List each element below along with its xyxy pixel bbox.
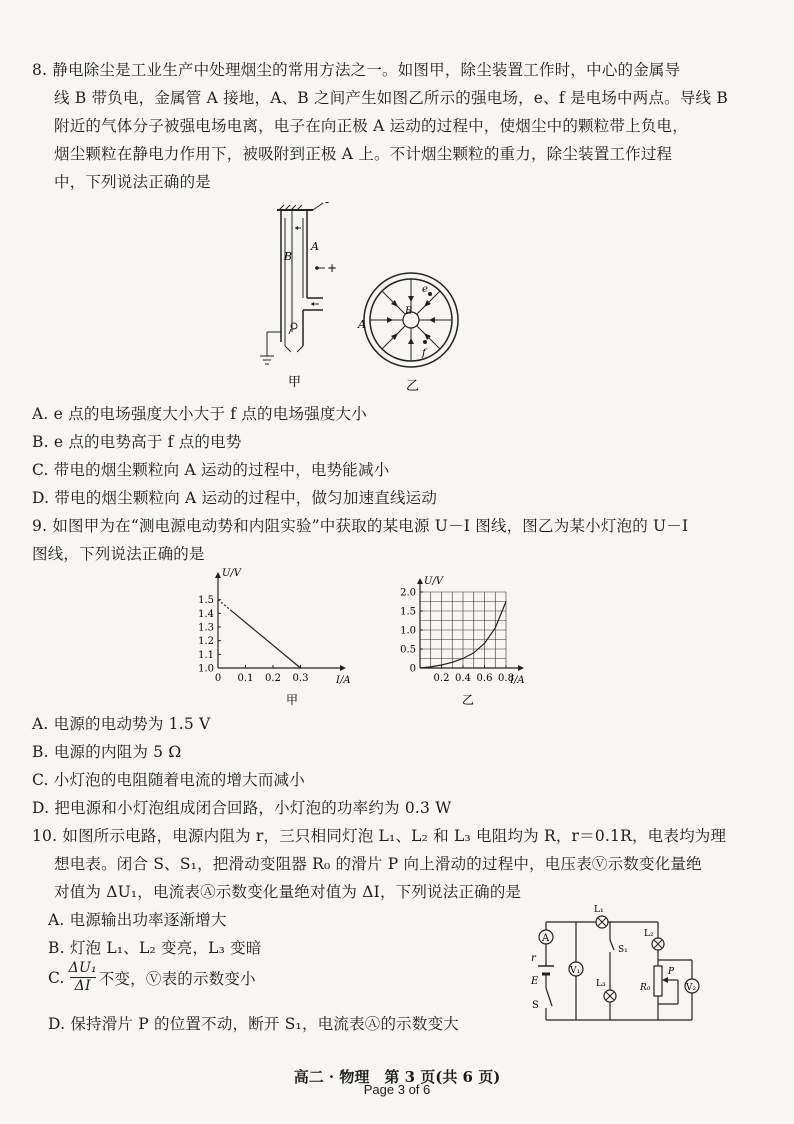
- q8-line-1: 8. 静电除尘是工业生产中处理烟尘的常用方法之一。如图甲，除尘装置工作时，中心的金属导: [32, 61, 681, 79]
- q9-option-c: C. 小灯泡的电阻随着电流的增大而减小: [32, 771, 305, 789]
- chart-yi-x-arrow: [518, 665, 524, 671]
- circuit-r-label: r: [531, 953, 536, 964]
- fig-yi-caption: 乙: [406, 379, 420, 394]
- q9-line-1: 9. 如图甲为在“测电源电动势和内阻实验”中获取的某电源 U－I 图线，图乙为某小灯泡的 U－I: [32, 517, 689, 535]
- q8-line-4: 烟尘颗粒在静电力作用下，被吸附到正极 A 上。不计烟尘颗粒的重力，除尘装置工作过程: [54, 145, 673, 163]
- chart-yi-x-tick-label: 0.2: [433, 673, 450, 684]
- fig-jia-label-b: B: [284, 250, 293, 263]
- chart-jia-x-tick-label: 0.1: [237, 673, 254, 684]
- chart-yi-y-tick-label: 0.5: [400, 644, 416, 656]
- chart-jia-y-tick-label: 1.2: [198, 636, 214, 648]
- fig-yi-label-f: f: [422, 348, 426, 359]
- q10-line-1: 10. 如图所示电路，电源内阻为 r，三只相同灯泡 L₁、L₂ 和 L₃ 电阻均为 R，r＝0.1R，电表均为理: [32, 827, 727, 845]
- chart-jia-y-arrow: [215, 572, 221, 578]
- q10-option-a: A. 电源输出功率逐渐增大: [48, 911, 227, 929]
- page-footer-text: 高二 · 物理 第 3 页(共 6 页): [293, 1068, 501, 1086]
- circuit-l3-label: L₃: [596, 979, 606, 989]
- fig-yi-label-b: B: [405, 306, 413, 317]
- figure-jia: [255, 196, 345, 394]
- chart-yi-y-arrow: [417, 578, 423, 584]
- chart-jia-y-tick-label: 1.1: [198, 649, 214, 661]
- chart-jia-y-tick-label: 1.5: [198, 595, 214, 607]
- chart-yi-xlabel: I/A: [510, 675, 525, 686]
- q8-option-b: B. e 点的电势高于 f 点的电势: [32, 433, 242, 451]
- fig-yi-label-e: e: [422, 284, 428, 295]
- q10-fraction-numerator: ΔU₁: [68, 960, 97, 976]
- chart-jia-y-tick-label: 1.0: [198, 663, 214, 675]
- q10-option-d: D. 保持滑片 P 的位置不动，断开 S₁，电流表Ⓐ的示数变大: [48, 1015, 459, 1033]
- chart-jia: [192, 564, 362, 708]
- fig-jia-minus: -: [325, 196, 330, 209]
- chart-jia-ylabel: U/V: [222, 568, 242, 579]
- circuit-r0-label: R₀: [640, 983, 651, 993]
- q9-option-b: B. 电源的内阻为 5 Ω: [32, 743, 182, 761]
- circuit-diagram: [528, 904, 708, 1030]
- q10-option-c-fraction: [69, 960, 97, 995]
- page-number: Page 3 of 6: [363, 1082, 431, 1097]
- chart-yi: [394, 574, 534, 710]
- circuit-e-label: E: [531, 976, 539, 987]
- q8-option-c: C. 带电的烟尘颗粒向 A 运动的过程中，电势能减小: [32, 461, 390, 479]
- q9-option-a: A. 电源的电动势为 1.5 V: [32, 715, 211, 733]
- q10-line-3: 对值为 ΔU₁，电流表Ⓐ示数变化量绝对值为 ΔI，下列说法正确的是: [54, 883, 522, 901]
- chart-jia-x-tick-label: 0.3: [292, 673, 309, 684]
- q8-line-2: 线 B 带负电，金属管 A 接地，A、B 之间产生如图乙所示的强电场，e、f 是电场中两点。导线 B: [54, 89, 728, 107]
- q10-option-c-prefix: C.: [48, 968, 65, 987]
- circuit-v2-label: V₂: [686, 983, 697, 993]
- q10-line-2: 想电表。闭合 S、S₁，把滑动变阻器 R₀ 的滑片 P 向上滑动的过程中，电压表Ⓥ示数变化量绝: [54, 855, 702, 873]
- chart-yi-y-tick-label: 0: [409, 663, 416, 675]
- chart-jia-x-tick-label: 0.2: [265, 673, 281, 684]
- chart-yi-y-tick-label: 1.5: [400, 606, 416, 618]
- q9-line-2: 图线，下列说法正确的是: [32, 545, 205, 563]
- circuit-l2-label: L₂: [644, 929, 654, 939]
- chart-jia-x-arrow: [340, 665, 346, 671]
- circuit-s-label: S: [532, 1000, 539, 1011]
- q10-option-c: [48, 960, 256, 995]
- circuit-l1-label: L₁: [594, 905, 604, 915]
- q8-option-a: A. e 点的电场强度大小大于 f 点的电场强度大小: [32, 405, 367, 423]
- chart-yi-x-tick-label: 0.4: [455, 673, 471, 684]
- circuit-s1-label: S₁: [618, 945, 628, 955]
- chart-yi-x-tick-label: 0.6: [476, 673, 493, 684]
- q10-fraction-denominator: ΔI: [74, 978, 91, 994]
- chart-jia-y-tick-label: 1.3: [198, 622, 214, 634]
- fig-yi-label-a: A: [358, 318, 366, 331]
- fig-jia-caption: 甲: [288, 375, 302, 390]
- q8-line-3: 附近的气体分子被强电场电离，电子在向正极 A 运动的过程中，使烟尘中的颗粒带上负电，: [54, 117, 688, 135]
- q10-option-b: B. 灯泡 L₁、L₂ 变亮，L₃ 变暗: [48, 939, 262, 957]
- chart-yi-y-tick-label: 2.0: [400, 587, 416, 599]
- circuit-v1-label: V₁: [570, 966, 581, 976]
- q8-option-d: D. 带电的烟尘颗粒向 A 运动的过程中，做匀加速直线运动: [32, 489, 438, 507]
- chart-jia-caption: 甲: [286, 693, 299, 707]
- circuit-p-label: P: [668, 967, 675, 977]
- circuit-ammeter-label: A: [542, 933, 550, 944]
- q8-line-5: 中，下列说法正确的是: [54, 173, 212, 191]
- chart-jia-series-line: [232, 611, 301, 668]
- chart-yi-ylabel: U/V: [424, 576, 444, 587]
- chart-jia-series-dashed: [218, 600, 232, 611]
- chart-jia-y-tick-label: 1.4: [198, 608, 214, 620]
- q9-option-d: D. 把电源和小灯泡组成闭合回路，小灯泡的功率约为 0.3 W: [32, 799, 452, 817]
- chart-yi-caption: 乙: [462, 693, 475, 707]
- q10-option-c-suffix: 不变，Ⓥ表的示数变小: [98, 969, 256, 988]
- fig-jia-label-a: A: [311, 240, 319, 253]
- fig-jia-plus: +: [327, 261, 338, 275]
- chart-jia-x-tick-label: 0: [214, 673, 222, 684]
- figure-yi: [356, 262, 466, 396]
- chart-jia-xlabel: I/A: [336, 675, 351, 686]
- chart-yi-y-tick-label: 1.0: [400, 625, 416, 637]
- chart-yi-x-tick-label: 0.8: [498, 673, 514, 684]
